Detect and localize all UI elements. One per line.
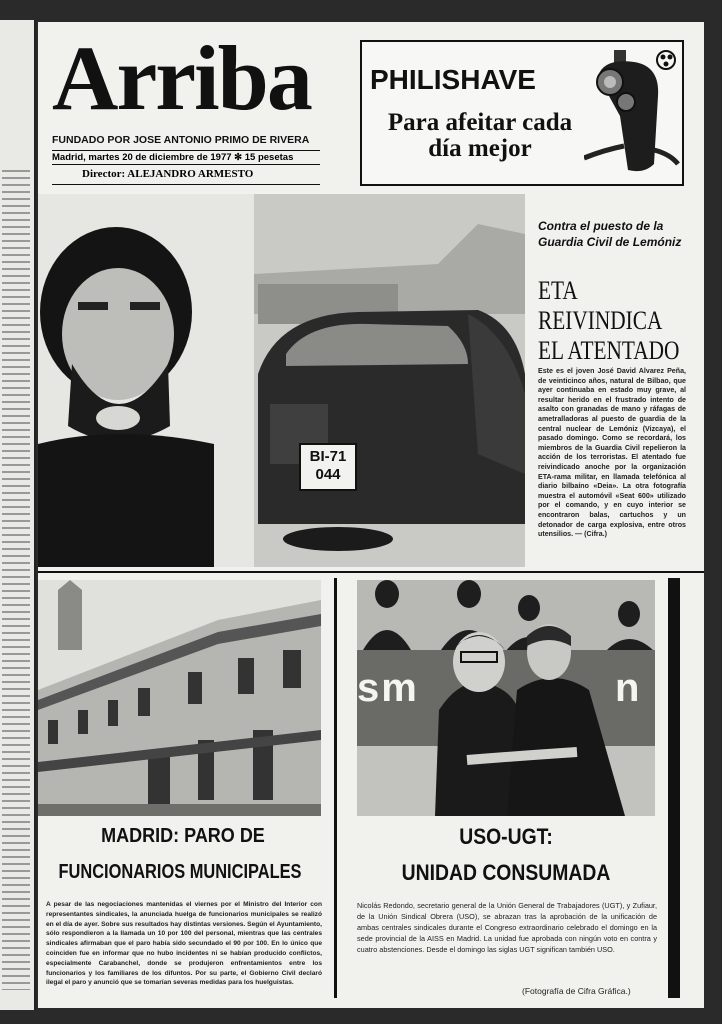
- right-border-bar: [668, 578, 680, 998]
- madrid-photo-image: [38, 580, 321, 816]
- madrid-body: A pesar de las negociaciones mantenidas el viernes por el Ministro del Interior con representantes sindicales, la anunciada huelga de funcionarios municipales se realizó en el día de ayer. Sobre sus resultados hay distintas versiones. Según el Ayuntamiento, sólo respondieron a la llamada un 10 por 100 del personal, mientras que las centrales sindicales afirmaban que el paro había sido secundado el 90 por 100. En lo único que coinciden fue en informar que no hubo incidentes ni se habían producido conflictos, especialmente Carabanchel, donde se produjeron enfrentamientos entre los funcionarios y los familiares de los difuntos. Por su parte, el Gobierno Civil declaró ilegal el paro y anunció que se tomarían severas medidas para los huelguistas.: [46, 901, 322, 987]
- lead-headline: [538, 276, 680, 366]
- director-line: Director: ALEJANDRO ARMESTO: [82, 168, 254, 180]
- eta-lead-photo: [38, 194, 525, 567]
- banner-text-right: n: [615, 666, 640, 710]
- ad-brand: PHILISHAVE: [370, 64, 536, 95]
- philishave-ad: [360, 40, 684, 186]
- madrid-headline-line-1: MADRID: PARO DE: [101, 825, 265, 847]
- uso-body: Nicolás Redondo, secretario general de la Unión General de Trabajadores (UGT), y Zufiaur, de la Unión Sindical Obrera (USO), se abrazan tras la aprobación de la unificación de ambas centrales sindicales durante el Congreso extraordinario celebrado el domingo en la sede provincial de la AISS en Madrid. La unidad fue aprobada con ningún voto en contra y cuatro abstenciones. Desde el domingo las siglas UGT significan también USO.: [357, 901, 657, 954]
- masthead: [52, 27, 320, 182]
- banner-text-left: sm: [357, 666, 419, 710]
- newspaper-page: [38, 22, 704, 1008]
- lead-headline-line-1: ETA: [538, 276, 578, 305]
- ad-slogan: Para afeitar cada día mejor: [387, 109, 573, 162]
- column-divider: [334, 578, 337, 998]
- license-plate: BI-71 044: [309, 448, 347, 483]
- section-divider: [38, 571, 704, 573]
- photo-credit: (Fotografía de Cifra Gráfica.): [522, 986, 631, 996]
- founded-line: FUNDADO POR JOSE ANTONIO PRIMO DE RIVERA: [52, 134, 310, 146]
- lead-photo-image: [38, 194, 525, 567]
- uso-ugt-embrace-photo: [357, 580, 655, 816]
- madrid-city-hall-photo: [38, 580, 321, 816]
- uso-headline-line-1: USO-UGT:: [459, 824, 553, 849]
- madrid-headline-line-2: FUNCIONARIOS MUNICIPALES: [58, 861, 302, 883]
- lead-headline-line-3: EL ATENTADO: [538, 336, 680, 365]
- lead-kicker: Contra el puesto de la Guardia Civil de Lemóniz: [538, 219, 682, 249]
- previous-page-edge: [0, 20, 36, 1010]
- dateline: Madrid, martes 20 de diciembre de 1977 ✻ 15 pesetas: [52, 150, 320, 165]
- lead-body: Este es el joven José David Alvarez Peña, de veinticinco años, natural de Bilbao, que ayer continuaba en estado muy grave, al resultar herido en el frustrado intento de asalto con granadas de mano y ráfagas de ametralladoras al puesto de guardia de la central nuclear de Lemóniz (Vizcaya), el pasado domingo. Como se recordará, los miembros de la Guardia Civil repelieron la acción de los terroristas. El atentado fue reivindicado anoche por la organización ETA-rama militar, en llamada telefónica al diario bilbaíno «Deia». La otra fotografía muestra el automóvil «Seat 600» utilizado por el comando, y en cuyo interior se encontraron balas, cartuchos y un detonador de carga explosiva, entre otros utensilios. — (Cifra.): [538, 367, 686, 539]
- lead-headline-line-2: REIVINDICA: [538, 306, 663, 335]
- uso-headline-line-2: UNIDAD CONSUMADA: [401, 860, 611, 885]
- shaver-icon: [584, 46, 680, 180]
- masthead-rule: [52, 184, 320, 185]
- newspaper-logo: Arriba: [52, 27, 311, 129]
